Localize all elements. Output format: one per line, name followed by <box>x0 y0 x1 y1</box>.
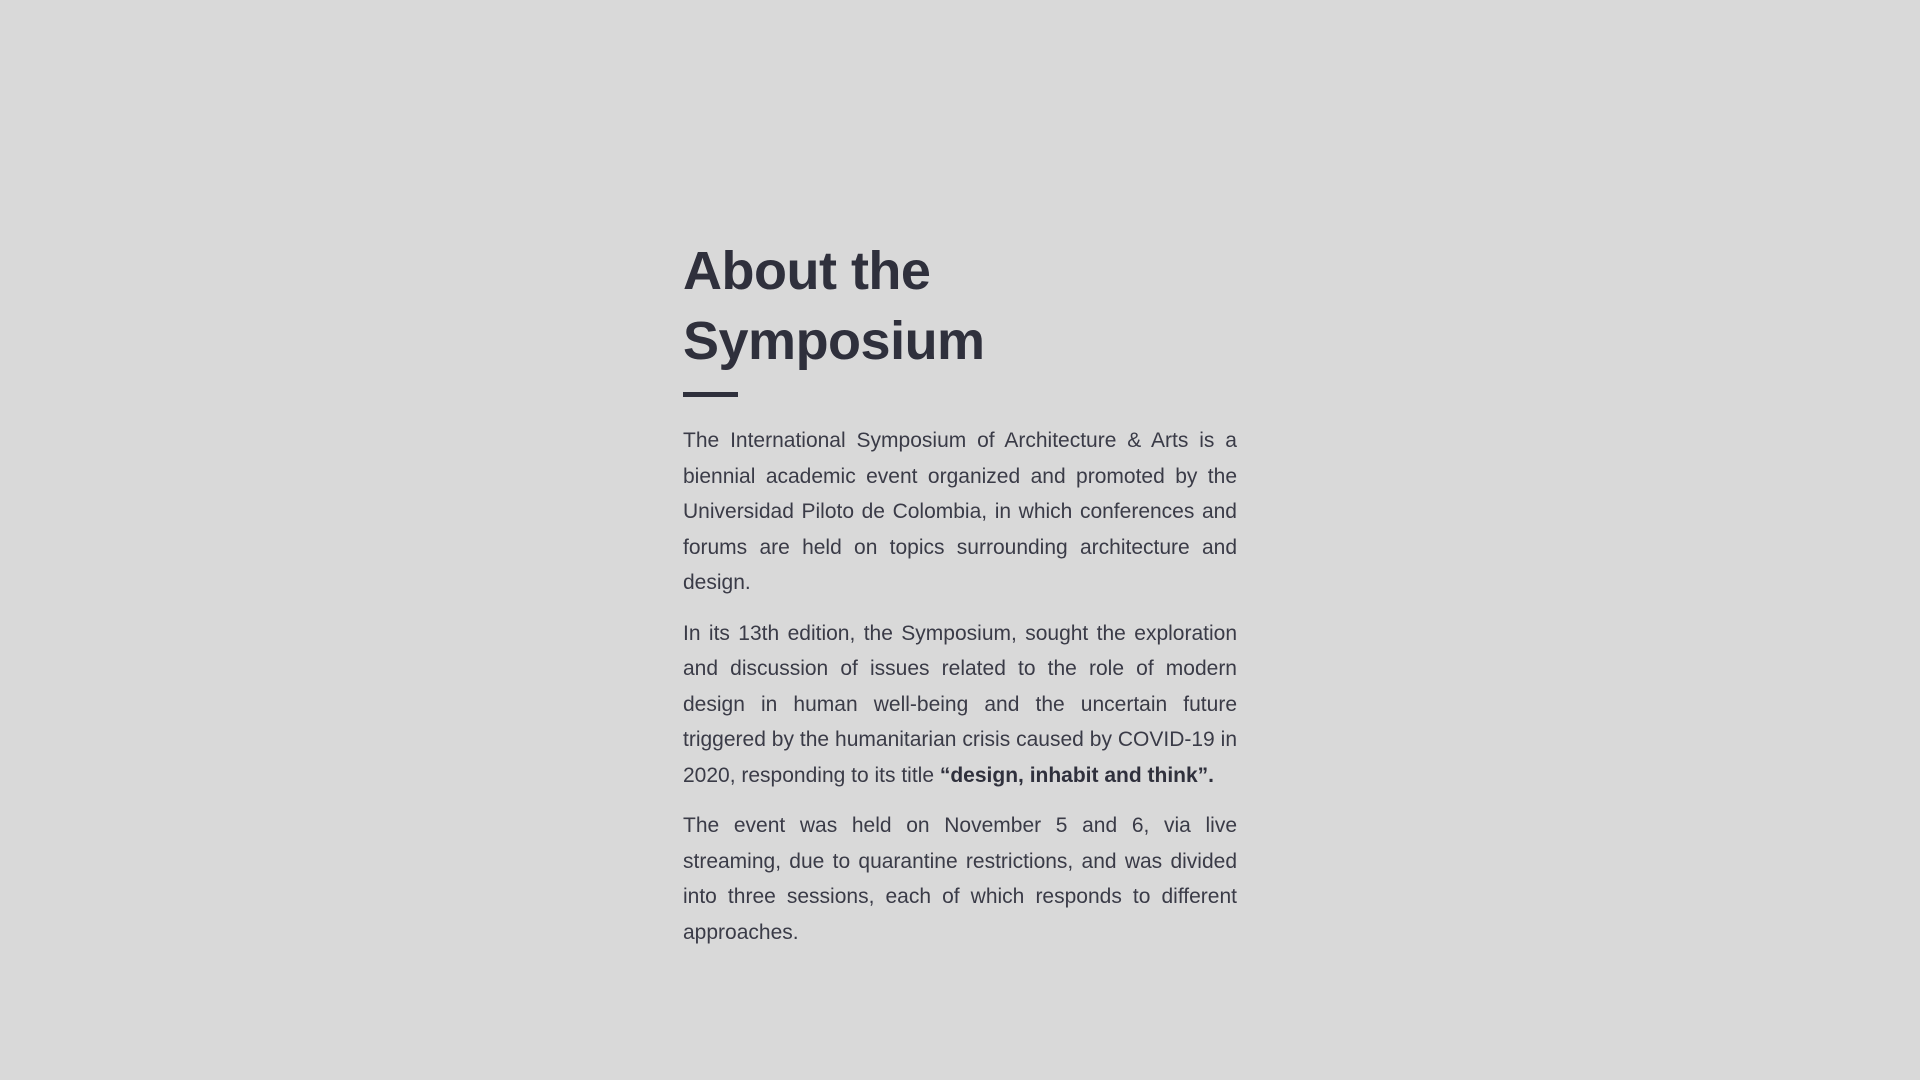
title-underline <box>683 392 738 397</box>
paragraph-event: The event was held on November 5 and 6, via live streaming, due to quarantine restrictions, and was divided into three sessions, each of which responds to different approaches. <box>683 814 1237 944</box>
paragraph-edition <box>683 616 1237 794</box>
paragraph-intro: The International Symposium of Architecture & Arts is a biennial academic event organized and promoted by the Universidad Piloto de Colombia, in which conferences and forums are held on topics surrounding architecture and design. <box>683 429 1237 594</box>
paragraph-edition-text: In its 13th edition, the Symposium, sought the exploration and discussion of issues related to the role of modern design in human well-being and the uncertain future triggered by the humanitarian crisis caused by COVID-19 in 2020, responding to its title <box>683 621 1237 787</box>
page-title: About the Symposium <box>683 241 985 371</box>
symposium-title-emphasis: “design, inhabit and think”. <box>939 763 1215 787</box>
about-section <box>683 236 1237 965</box>
